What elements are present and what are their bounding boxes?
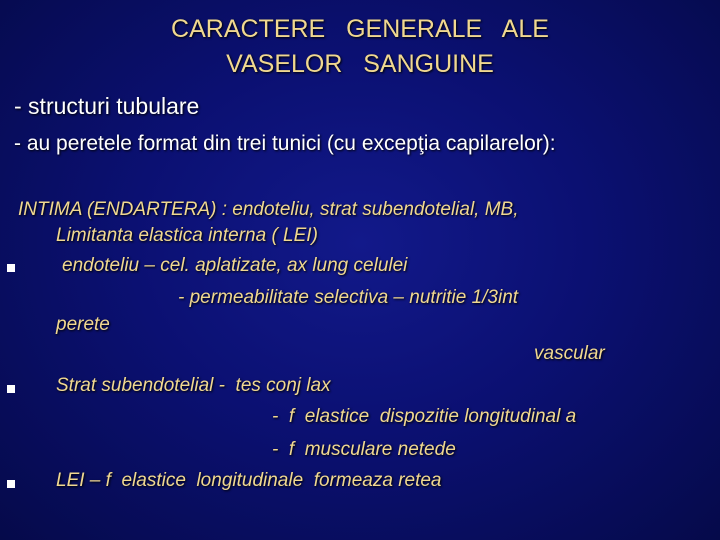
slide-title <box>0 12 720 82</box>
bullet-3-line-1: LEI – f elastice longitudinale formeaza retea <box>56 470 442 491</box>
intima-heading: INTIMA (ENDARTERA) : endoteliu, strat subendotelial, MB, <box>18 199 519 220</box>
bullet-1-line-4: vascular <box>534 343 605 364</box>
intro-item-2: - au peretele format din trei tunici (cu excepţia capilarelor): <box>14 132 556 155</box>
bullet-square-1 <box>7 264 15 272</box>
bullet-square-2 <box>7 385 15 393</box>
bullet-2-line-2: - f elastice dispozitie longitudinal a <box>272 406 577 427</box>
bullet-1-line-3: perete <box>56 314 110 335</box>
bullet-2-line-3: - f musculare netede <box>272 439 456 460</box>
title-line-2: VASELOR SANGUINE <box>226 50 494 78</box>
title-line-1: CARACTERE GENERALE ALE <box>171 15 549 43</box>
intro-item-1: - structuri tubulare <box>14 93 200 119</box>
bullet-1-line-1: endoteliu – cel. aplatizate, ax lung celulei <box>62 255 408 276</box>
bullet-square-3 <box>7 480 15 488</box>
bullet-2-line-1: Strat subendotelial - tes conj lax <box>56 375 331 396</box>
intima-heading-cont: Limitanta elastica interna ( LEI) <box>56 225 318 246</box>
bullet-1-line-2: - permeabilitate selectiva – nutritie 1/3int <box>178 287 519 308</box>
